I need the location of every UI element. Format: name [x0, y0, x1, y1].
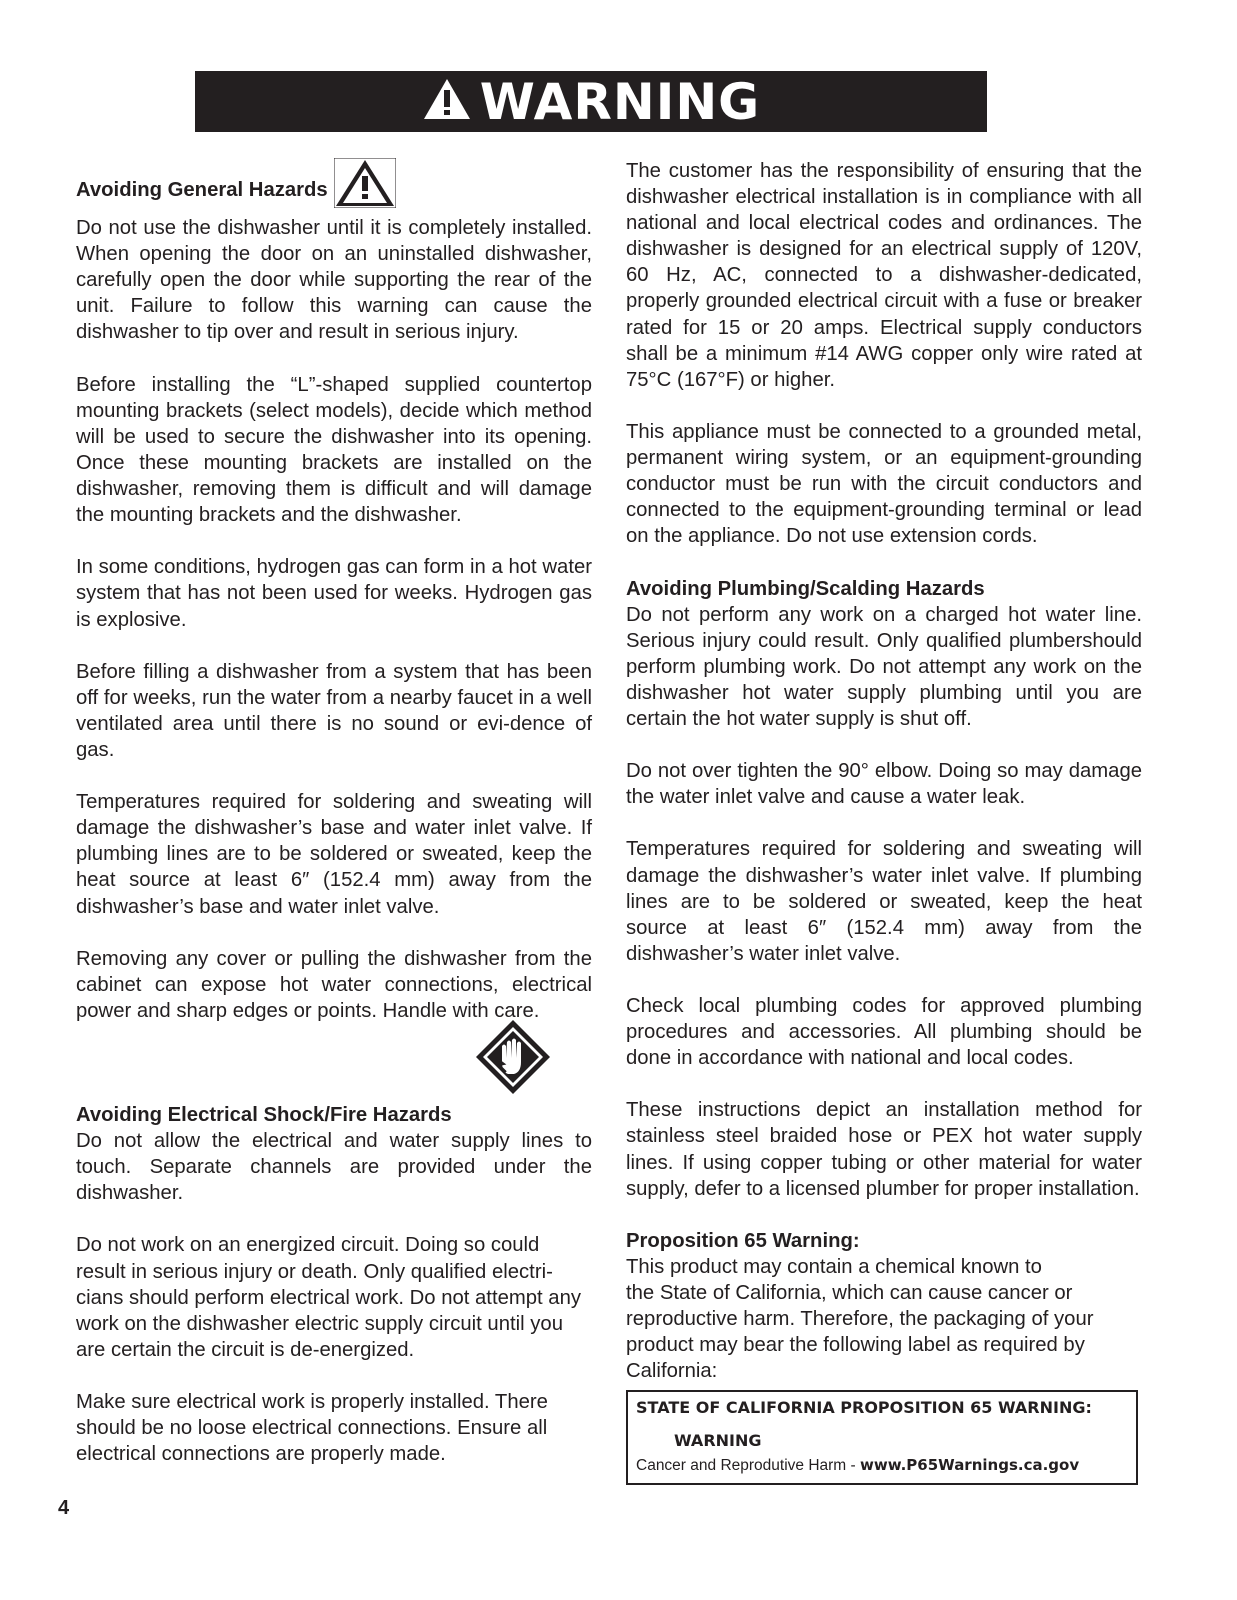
prop65-label-text: Cancer and Reprodutive Harm -	[636, 1457, 860, 1475]
general-paragraph-3: In some conditions, hydrogen gas can form in a hot water system that has not been used for weeks. Hydrogen gas is explosive.	[76, 556, 592, 631]
warning-banner	[195, 71, 987, 132]
plumbing-paragraph-2: Do not over tighten the 90° elbow. Doing so may damage the water inlet valve and cause a water leak.	[626, 760, 1142, 809]
general-paragraph-5: Temperatures required for soldering and sweating will damage the dishwasher’s base and water inlet valve. If plumbing lines are to be soldered or sweated, keep the heat source at least 6″ (152.4 mm) away from the dishwasher’s base and water inlet valve.	[76, 791, 592, 918]
page-number: 4	[58, 1497, 70, 1519]
electrical-paragraph-3: Make sure electrical work is properly installed. There should be no loose electrical connections. Ensure all electrical connections are properly made.	[76, 1391, 548, 1466]
general-paragraph-1: Do not use the dishwasher until it is completely installed. When opening the door on an uninstalled dishwasher, carefully open the door while supporting the rear of the unit. Failure to follow this warning can cause the dishwasher to tip over and result in serious injury.	[76, 217, 592, 344]
prop65-line: the State of California, which can cause cancer or	[626, 1282, 1073, 1305]
prop65-label-warning: WARNING	[674, 1431, 762, 1451]
general-paragraph-4: Before filling a dishwasher from a system that has been off for weeks, run the water from a nearby faucet in a well ventilated area until there is no sound or evi-dence of gas.	[76, 660, 592, 761]
grounding-paragraph: This appliance must be connected to a grounded metal, permanent wiring system, or an equipment-grounding conductor must be run with the circuit conductors and connected to the equipment-grounding terminal or lead on the appliance. Do not use extension cords.	[626, 420, 1142, 548]
electric-shock-hand-icon	[474, 1018, 552, 1103]
right-column	[626, 158, 1142, 1485]
electrical-paragraph-1: Do not allow the electrical and water supply lines to touch. Separate channels are provided under the dishwasher.	[76, 1130, 592, 1205]
plumbing-paragraph-4: Check local plumbing codes for approved plumbing procedures and accessories. All plumbing should be done in accordance with national and local codes.	[626, 995, 1142, 1070]
warning-triangle-icon	[334, 158, 396, 215]
left-column	[76, 158, 592, 1493]
general-paragraph-6: Removing any cover or pulling the dishwasher from the cabinet can expose hot water connections, electrical power and sharp edges or points. Handle with care.	[76, 947, 592, 1022]
electrical-install-paragraph: The customer has the responsibility of ensuring that the dishwasher electrical installation is in compliance with all national and local electrical codes and ordinances. The dishwasher is designed for an electrical supply of 120V, 60 Hz, AC, connected to a dishwasher-dedicated, properly grounded electrical circuit with a fuse or breaker rated for 15 or 20 amps. Electrical supply conductors shall be a minimum #14 AWG copper only wire rated at 75°C (167°F) or higher.	[626, 160, 1142, 391]
plumbing-paragraph-1: Do not perform any work on a charged hot water line. Serious injury could result. Only qualified plumbershould perform plumbing work. Do not attempt any work on the dishwasher hot water supply plumbing until you are certain the hot water supply is shut off.	[626, 603, 1142, 730]
prop65-line: product may bear the following label as required by	[626, 1334, 1085, 1357]
prop65-line: This product may contain a chemical known to	[626, 1255, 1042, 1278]
plumbing-paragraph-3: Temperatures required for soldering and sweating will damage the dishwasher’s water inlet valve. If plumbing lines are to be soldered or sweated, keep the heat source at least 6″ (152.4 mm) away from the dishwasher’s water inlet valve.	[626, 838, 1142, 965]
general-paragraph-2: Before installing the “L”-shaped supplied countertop mounting brackets (select models), decide which method will be used to secure the dishwasher into its opening. Once these mounting brackets are installed on the dishwasher, removing them is difficult and will damage the mounting brackets and the dishwasher.	[76, 373, 592, 527]
prop65-line: California:	[626, 1360, 718, 1383]
plumbing-paragraph-5: These instructions depict an installation method for stainless steel braided hose or PEX hot water supply lines. If using copper tubing or other material for water supply, defer to a licensed plumber for proper installation.	[626, 1099, 1142, 1200]
prop65-heading: Proposition 65 Warning:	[626, 1229, 860, 1252]
prop65-label-box	[626, 1390, 1138, 1485]
banner-title: WARNING	[479, 72, 761, 131]
prop65-label-title: STATE OF CALIFORNIA PROPOSITION 65 WARNING:	[636, 1398, 1092, 1418]
prop65-line: reproductive harm. Therefore, the packaging of your	[626, 1308, 1094, 1331]
general-hazards-heading: Avoiding General Hazards	[76, 179, 328, 201]
warning-triangle-icon	[422, 77, 472, 126]
electrical-paragraph-2: Do not work on an energized circuit. Doing so could result in serious injury or death. Only qualified electri-cians should perform electrical work. Do not attempt any work on the dishwasher electric supply circuit until you are certain the circuit is de-energized.	[76, 1234, 582, 1361]
electrical-hazards-heading: Avoiding Electrical Shock/Fire Hazards	[76, 1104, 452, 1126]
plumbing-hazards-heading: Avoiding Plumbing/Scalding Hazards	[626, 577, 985, 600]
prop65-label-url: www.P65Warnings.ca.gov	[860, 1456, 1080, 1475]
